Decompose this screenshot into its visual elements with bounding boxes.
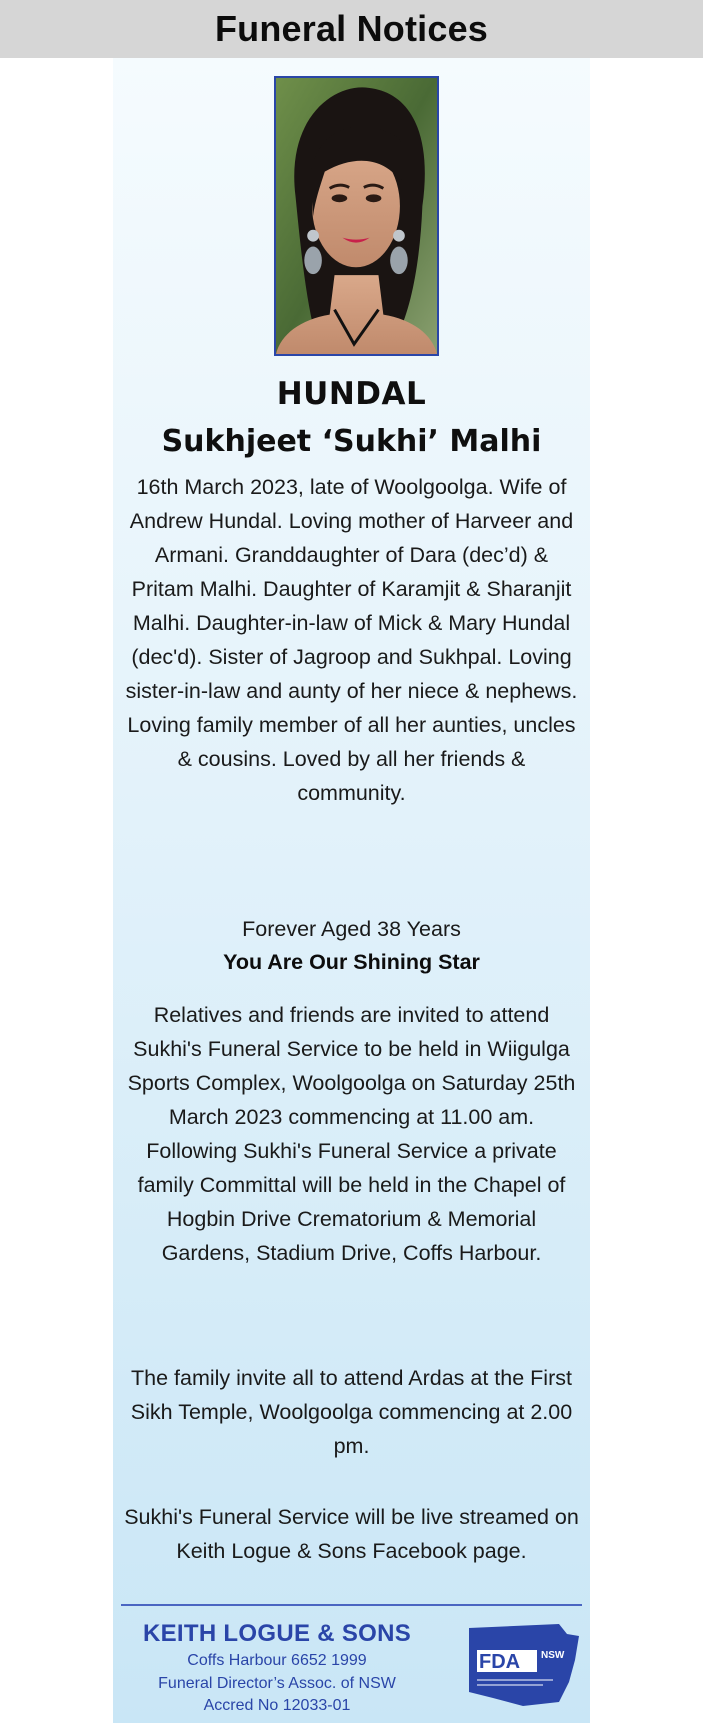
page-title: Funeral Notices: [214, 8, 489, 49]
funeral-notice: [113, 58, 590, 1723]
ardas-paragraph: The family invite all to attend Ardas at the First Sikh Temple, Woolgoolga commencing at 2.00 pm.: [130, 1366, 573, 1458]
fda-nsw-logo: [463, 1620, 583, 1710]
logo-state: NSW: [541, 1650, 565, 1661]
footer-divider: [121, 1604, 582, 1606]
page-header: [0, 0, 703, 58]
full-name-heading: Sukhjeet ‘Sukhi’ Malhi: [161, 424, 542, 459]
logo-letters: FDA: [479, 1651, 521, 1673]
tribute-line: You Are Our Shining Star: [223, 950, 480, 974]
service-details-paragraph: Relatives and friends are invited to attend Sukhi's Funeral Service to be held in Wiigulga Sports Complex, Woolgoolga on Saturday 25th March 2023 commencing at 11.00 am. Following Sukhi's Funeral Service a private family Committal will be held in the Chapel of Hogbin Drive Crematorium & Memorial Gardens, Stadium Drive, Coffs Harbour.: [127, 1003, 576, 1265]
aged-line: Forever Aged 38 Years: [242, 917, 461, 941]
funeral-director-name: KEITH LOGUE & SONS: [142, 1620, 412, 1647]
accreditation-text: Accred No 12033-01: [203, 1697, 351, 1714]
surname-heading: HUNDAL: [276, 376, 427, 412]
association-text: Funeral Director’s Assoc. of NSW: [158, 1675, 396, 1692]
notice-intro-paragraph: 16th March 2023, late of Woolgoolga. Wife of Andrew Hundal. Loving mother of Harveer and Armani. Granddaughter of Dara (dec’d) & Pritam Malhi. Daughter of Karamjit & Sharanjit Malhi. Daughter-in-law of Mick & Mary Hundal (dec'd). Sister of Jagroop and Sukhpal. Loving sister-in-law and aunty of her niece & nephews. Loving family member of all her aunties, uncles & cousins. Loved by all her friends & community.: [125, 475, 578, 805]
livestream-paragraph: Sukhi's Funeral Service will be live streamed on Keith Logue & Sons Facebook page.: [124, 1505, 579, 1563]
deceased-photo: [274, 76, 439, 356]
funeral-director-phone: Coffs Harbour 6652 1999: [187, 1652, 367, 1669]
